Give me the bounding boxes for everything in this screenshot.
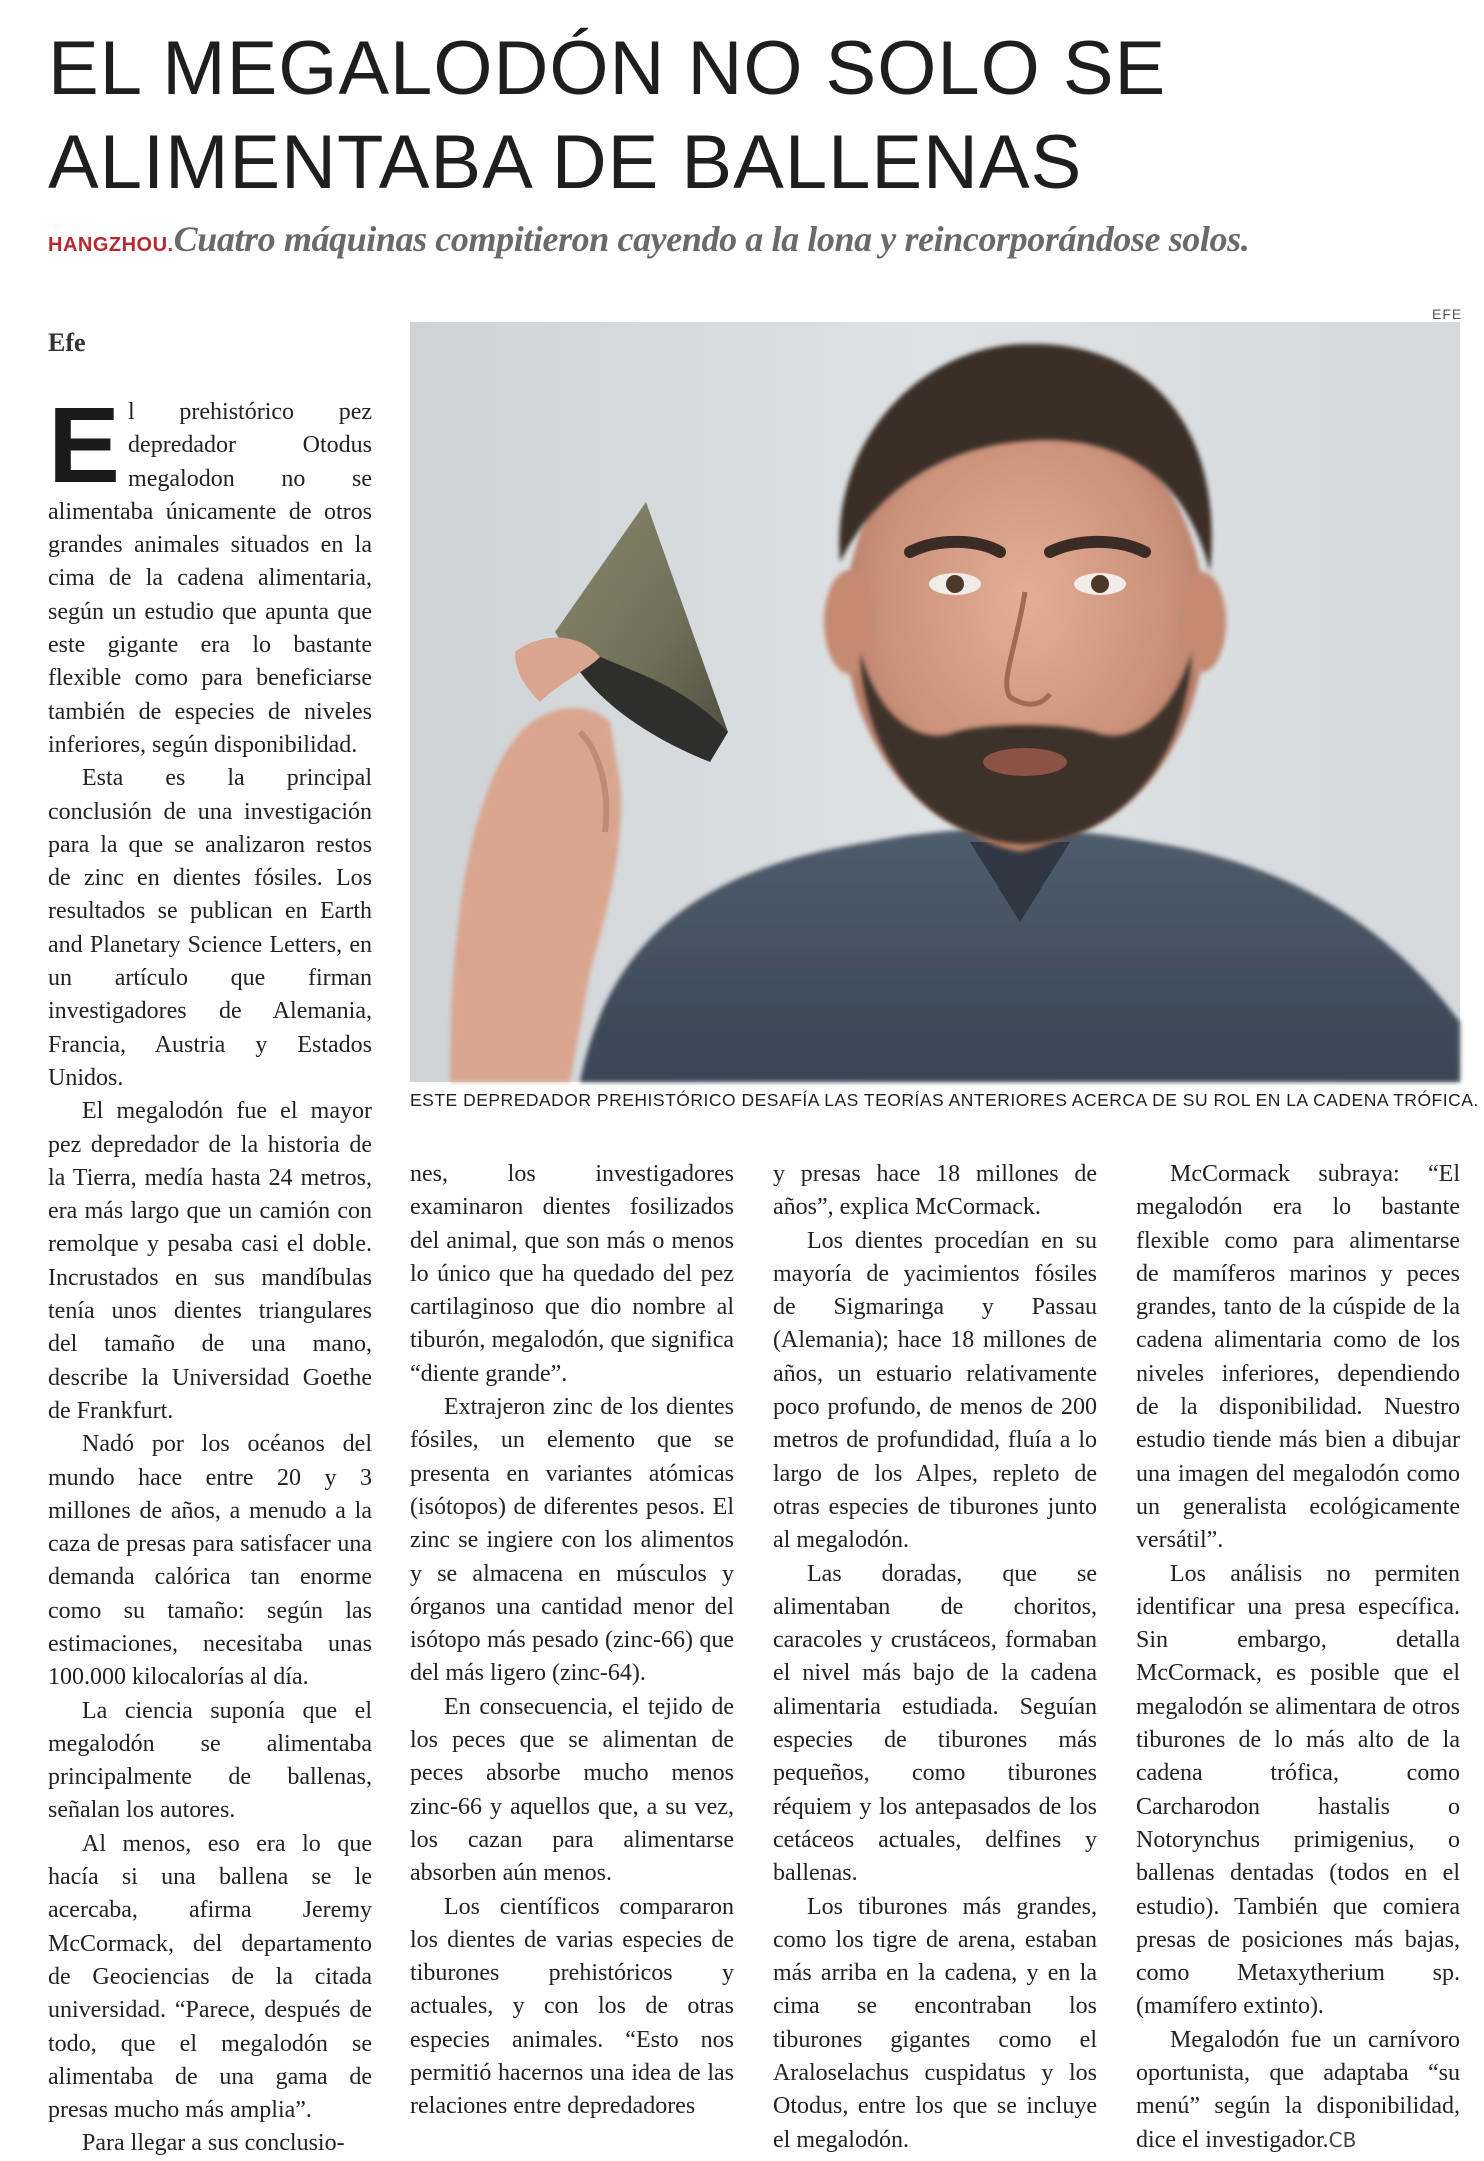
paragraph: Al menos, eso era lo que hacía si una ballena se le acercaba, afirma Jeremy McCormack, del departamento de Geociencias de la citada universidad. “Parece, después de todo, que el megalodón se alimentaba de una gama de presas mucho más amplia”. — [48, 1830, 372, 2124]
body-column-2 — [410, 1158, 734, 2136]
paragraph: Para llegar a sus conclusio- — [82, 2130, 345, 2157]
paragraph: Las doradas, que se alimentaban de choritos, caracoles y crustáceos, formaban el nivel más bajo de la cadena alimentaria estudiada. Seguían especies de tiburones más pequeños, como tiburones réquiem y los antepasados de los cetáceos actuales, delfines y ballenas. — [773, 1560, 1097, 1887]
paragraph: En consecuencia, el tejido de los peces que se alimentan de peces absorbe mucho menos zinc-66 y aquellos que, a su vez, los cazan para alimentarse absorben aún menos. — [410, 1693, 734, 1887]
body-column-3 — [773, 1158, 1097, 2153]
paragraph: La ciencia suponía que el megalodón se alimentaba principalmente de ballenas, señalan los autores. — [48, 1697, 372, 1824]
end-mark-icon: CB — [1328, 2127, 1357, 2152]
paragraph — [1136, 2024, 1460, 2157]
photo-caption: ESTE DEPREDADOR PREHISTÓRICO DESAFÍA LAS TEORÍAS ANTERIORES ACERCA DE SU ROL EN LA CADENA TRÓFICA. — [410, 1090, 1479, 1110]
article-photo — [410, 322, 1460, 1082]
dateline: HANGZHOU. — [48, 234, 174, 256]
paragraph: El megalodón fue el mayor pez depredador de la historia de la Tierra, medía hasta 24 metros, era más largo que un camión con remolque y pesaba casi el doble. Incrustados en sus mandíbulas tenía unos dientes triangulares del tamaño de una mano, describe la Universidad Goethe de Frankfurt. — [48, 1098, 372, 1424]
paragraph: l prehistórico pez depredador Otodus megalodon no se alimentaba únicamente de otros grandes animales situados en la cima de la cadena alimentaria, según un estudio que apunta que este gigante era lo bastante flexible como para beneficiarse también de especies de niveles inferiores, según disponibilidad. — [48, 399, 372, 758]
body-column-4 — [1136, 1158, 1460, 2153]
deck: Cuatro máquinas compitieron cayendo a la lona y reincorporándose solos. — [173, 219, 1250, 259]
headline: EL MEGALODÓN NO SOLO SE ALIMENTABA DE BALLENAS — [48, 26, 1167, 205]
subheadline — [48, 218, 1468, 260]
photo-credit: EFE — [1432, 306, 1463, 322]
paragraph: Esta es la principal conclusión de una investigación para la que se analizaron restos de zinc en dientes fósiles. Los resultados se publican en Earth and Planetary Science Letters, en un artículo que firman investigadores de Alemania, Francia, Austria y Estados Unidos. — [48, 765, 372, 1091]
man-holding-tooth-illustration — [410, 322, 1460, 1082]
paragraph-text: Megalodón fue un carnívoro oportunista, que adaptaba “su menú” según la disponibilidad, dice el investigador. — [1136, 2026, 1460, 2153]
paragraph: Los análisis no permiten identificar una presa específica. Sin embargo, detalla McCormack, es posible que el megalodón se alimentara de otros tiburones de lo más alto de la cadena trófica, como Carcharodon hastalis o Notorynchus primigenius, o ballenas dentadas (todos en el estudio). También que comiera presas de posiciones más bajas, como Metaxytherium sp. (mamífero extinto). — [1136, 1560, 1460, 2020]
paragraph: Los dientes procedían en su mayoría de yacimientos fósiles de Sigmaringa y Passau (Alemania); hace 18 millones de años, un estuario relativamente poco profundo, de menos de 200 metros de profundidad, fluía a lo largo de los Alpes, repleto de otras especies de tiburones junto al megalodón. — [773, 1227, 1097, 1554]
body-column-1 — [48, 384, 372, 2157]
paragraph: nes, los investigadores examinaron dientes fosilizados del animal, que son más o menos lo único que ha quedado del pez cartilaginoso que dio nombre al tiburón, megalodón, que significa “diente grande”. — [410, 1161, 734, 1387]
byline: Efe — [48, 328, 86, 357]
paragraph: Nadó por los océanos del mundo hace entre 20 y 3 millones de años, a menudo a la caza de presas para satisfacer una demanda calórica tan enorme como su tamaño: según las estimaciones, necesitaba unas 100.000 kilocalorías al día. — [48, 1431, 372, 1691]
paragraph: Los científicos compararon los dientes de varias especies de tiburones prehistóricos y actuales, y con los de otras especies animales. “Esto nos permitió hacernos una idea de las relaciones entre depredadores — [410, 1893, 734, 2120]
paragraph: Los tiburones más grandes, como los tigre de arena, estaban más arriba en la cadena, y en la cima se encontraban los tiburones gigantes como el Araloselachus cuspidatus y los Otodus, entre los que se incluye el megalodón. — [773, 1893, 1097, 2153]
paragraph: Extrajeron zinc de los dientes fósiles, un elemento que se presenta en variantes atómicas (isótopos) de diferentes pesos. El zinc se ingiere con los alimentos y se almacena en músculos y órganos una cantidad menor del isótopo más pesado (zinc-66) que del más ligero (zinc-64). — [410, 1394, 734, 1687]
paragraph: y presas hace 18 millones de años”, explica McCormack. — [773, 1161, 1097, 1221]
paragraph: McCormack subraya: “El megalodón era lo bastante flexible como para alimentarse de mamíferos marinos y peces grandes, tanto de la cúspide de la cadena alimentaria como de los niveles inferiores, dependiendo de la disponibilidad. Nuestro estudio tiende más bien a dibujar una imagen del megalodón como un generalista ecológicamente versátil”. — [1136, 1161, 1460, 1554]
drop-cap: E — [48, 384, 121, 505]
